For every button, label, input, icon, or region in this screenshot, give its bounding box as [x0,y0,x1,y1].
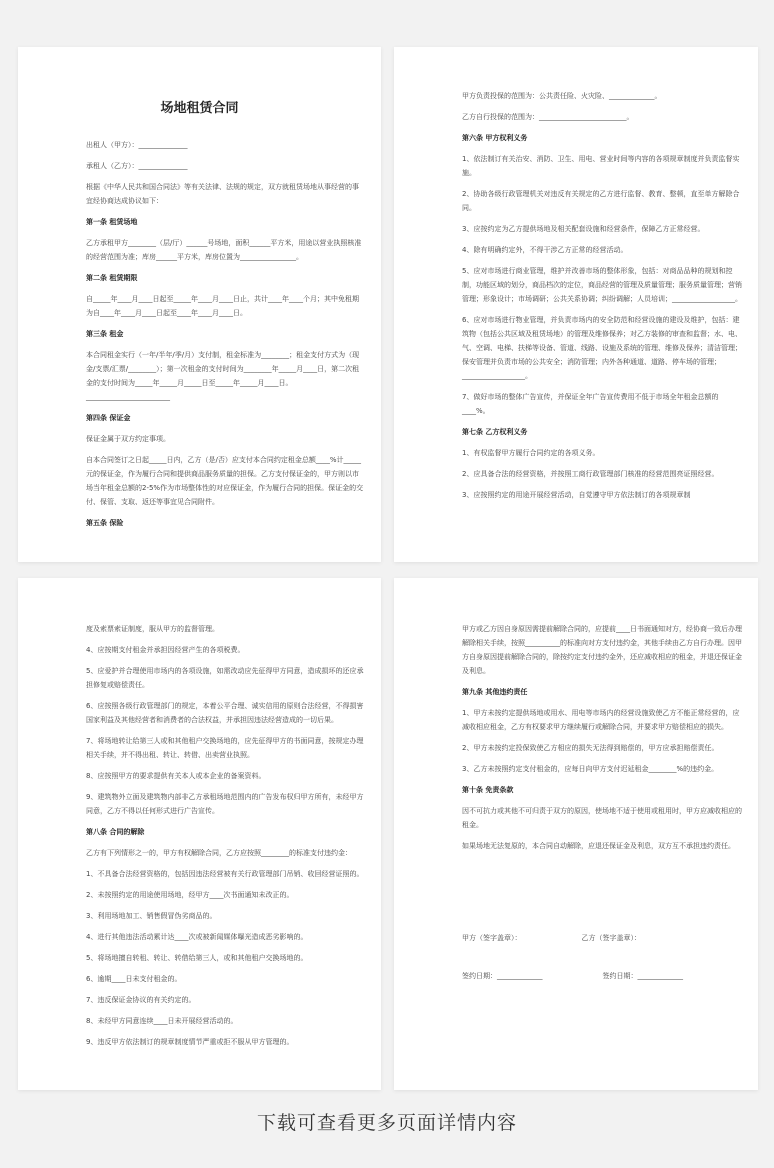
list-item: 6、逾期____日未支付租金的。 [86,975,182,983]
article-heading: 第十条 免责条款 [462,786,514,794]
list-item: 6、应按照各级行政管理部门的规定，本着公平合理、诚实信用的原则合法经营，不得损害国家利益及其他经营者和消费者的合法权益，并承担因违法经营造成的一切后果。 [86,702,364,724]
paragraph: 乙方自行投保的范围为：_________________________。 [462,113,634,121]
list-item: 5、应爱护并合理使用市场内的各项设施，如需改动应先征得甲方同意，造成损坏的还应承担修复或赔偿责任。 [86,667,364,689]
list-item: 8、未经甲方同意连续____日未开展经营活动的。 [86,1017,238,1025]
party-b-date-label: 签约日期：_____________ [602,972,683,980]
list-item: 3、利用场地加工、销售假冒伪劣商品的。 [86,912,217,920]
preamble: 根据《中华人民共和国合同法》等有关法律、法规的规定，双方就租赁场地从事经营的事宜经协商达成协议如下： [86,183,359,205]
article-heading: 第九条 其他违约责任 [462,688,528,696]
article-heading: 第三条 租金 [86,330,124,338]
article-heading: 第四条 保证金 [86,414,131,422]
paragraph: 甲方或乙方因自身原因需提前解除合同的，应提前____日书面通知对方，经协商一致后办理解除相关手续，按照__________的标准向对方支付违约金，其他手续由乙方自行办理。因甲方自身原因提前解除合同的，除按约定支付违约金外，还应减收相应的租金，并退还保证金及利息。 [462,625,742,675]
list-item: 1、不具备合法经营资格的，包括因违法经营被有关行政管理部门吊销、收回经营证照的。 [86,870,364,878]
party-a-signature-label: 甲方（签字盖章）： [462,934,522,942]
list-item: 5、将场地擅自转租、转让、转借给第三人，或和其他租户交换场地的。 [86,954,308,962]
list-item: 2、未按照约定的用途使用场地，经甲方____次书面通知未改正的。 [86,891,294,899]
list-item: 4、进行其他违法活动累计达____次或被新闻媒体曝光造成恶劣影响的。 [86,933,308,941]
party-a-date-label: 签约日期：_____________ [462,972,543,980]
list-item: 3、应按约定为乙方提供场地及相关配套设施和经营条件，保障乙方正常经营。 [462,225,705,233]
paragraph: 甲方负责投保的范围为：公共责任险、火灾险、_____________。 [462,92,662,100]
list-item: 7、做好市场的整体广告宣传，并保证全年广告宣传费用不低于市场全年租金总额的____%。 [462,393,719,415]
list-item: 2、协助各级行政管理机关对违反有关规定的乙方进行监督、教育、整顿，直至单方解除合同。 [462,190,740,212]
contract-page-1 [18,47,381,562]
paragraph: 乙方承租甲方________（层/厅）______号场地，面积______平方米，用途以营业执照核准的经营范围为准；库房______平方米，库房位置为________________。 [86,239,362,261]
list-item: 5、应对市场进行商业管理，维护并改善市场的整体形象，包括：对商品品种的规划和控制，功能区域的划分，商品档次的定位，商品经营的管理及质量管理；服务质量管理；营销管理；形象设计；市场调研；公共关系协调；纠纷调解；人员培训；__________________。 [462,267,742,303]
paragraph: 保证金属于双方约定事项。 [86,435,170,443]
paragraph: 如果场地无法复原的，本合同自动解除，应退还保证金及利息，双方互不承担违约责任。 [462,842,735,850]
list-item: 1、有权监督甲方履行合同约定的各项义务。 [462,449,600,457]
list-item: 7、违反保证金协议的有关约定的。 [86,996,196,1004]
article-heading: 第一条 租赁场地 [86,218,138,226]
article-heading: 第六条 甲方权利义务 [462,134,528,142]
paragraph: 因不可抗力或其他不可归责于双方的原因，使场地不适于使用或租用时，甲方应减收相应的租金。 [462,807,742,829]
signature-row [462,933,742,943]
list-item: 3、应按照约定的用途开展经营活动，自觉遵守甲方依法制订的各项规章制 [462,491,691,499]
list-item: 1、甲方未按约定提供场地或用水、用电等市场内的经营设施致使乙方不能正常经营的，应减收相应租金，乙方有权要求甲方继续履行或解除合同，并要求甲方赔偿相应的损失。 [462,709,740,731]
download-prompt: 下载可查看更多页面详情内容 [256,1112,517,1134]
date-row [462,971,742,981]
paragraph: 自本合同签订之日起_____日内，乙方（是/否）应支付本合同约定租金总额____%计_____元的保证金，作为履行合同和提供商品服务质量的担保。乙方支付保证金的，甲方则以市场当年租金总额的2-5%作为市场整体性的对应保证金，作为履行合同的担保。保证金的交付、保管、支取、返还等事宜见合同附件。 [86,456,364,506]
paragraph: 乙方有下列情形之一的，甲方有权解除合同，乙方应按照________的标准支付违约金： [86,849,352,857]
contract-page-3 [18,578,381,1090]
paragraph: 度及索票索证制度，服从甲方的监督管理。 [86,625,219,633]
lessor-line: 出租人（甲方）：______________ [86,141,188,149]
paragraph: 自_____年____月____日起至_____年____月____日止，共计____年____个月；其中免租期为自____年____月____日起至____年____月____日。 [86,295,359,317]
lessee-line: 承租人（乙方）：______________ [86,162,188,170]
list-item: 4、除有明确约定外，不得干涉乙方正常的经营活动。 [462,246,628,254]
list-item: 3、乙方未按照约定支付租金的，应每日向甲方支付迟延租金________%的违约金。 [462,765,719,773]
contract-page-2 [394,47,758,562]
list-item: 6、应对市场进行物业管理，并负责市场内的安全防范和经营设施的建设及维护，包括：建筑物（包括公共区域及租赁场地）的管理及维修保养；对乙方装修的审查和监督；水、电、气、空调、电梯、扶梯等设备、管道、线路、设施及系统的管理、维修及保养；清洁管理；保安管理并负责市场的公共安全；消防管理；内外各种通道、道路、停车场的管理；__________________。 [462,316,742,380]
article-heading: 第八条 合同的解除 [86,828,145,836]
list-item: 7、将场地转让给第三人或和其他租户交换场地的，应先征得甲方的书面同意，按规定办理相关手续，并不得出租、转让、转借、出卖营业执照。 [86,737,364,759]
list-item: 9、违反甲方依法制订的规章制度情节严重或拒不服从甲方管理的。 [86,1038,294,1046]
article-heading: 第五条 保险 [86,519,124,527]
list-item: 1、依法制订有关治安、消防、卫生、用电、营业时间等内容的各项规章制度并负责监督实施。 [462,155,740,177]
list-item: 2、应具备合法的经营资格，并按照工商行政管理部门核准的经营范围亮证照经营。 [462,470,719,478]
list-item: 4、应按期支付租金并承担因经营产生的各项税费。 [86,646,245,654]
list-item: 2、甲方未按约定投保致使乙方相应的损失无法得到赔偿的，甲方应承担赔偿责任。 [462,744,719,752]
paragraph: 本合同租金实行（一年/半年/季/月）支付制，租金标准为________；租金支付方式为（现金/支票/汇票/________）；第一次租金的支付时间为________年_____月____日，第二次租金的支付时间为_____年_____月_____日至_____年_____月____日。________________________ [86,351,360,401]
contract-page-4 [394,578,758,1090]
party-b-signature-label: 乙方（签字盖章）： [581,934,641,942]
list-item: 9、建筑物外立面及建筑物内部非乙方承租场地范围内的广告发布权归甲方所有，未经甲方同意，乙方不得以任何形式进行广告宣传。 [86,793,364,815]
article-heading: 第二条 租赁期限 [86,274,138,282]
document-title: 场地租赁合同 [160,101,239,116]
list-item: 8、应按照甲方的要求提供有关本人或本企业的备案资料。 [86,772,266,780]
article-heading: 第七条 乙方权利义务 [462,428,528,436]
